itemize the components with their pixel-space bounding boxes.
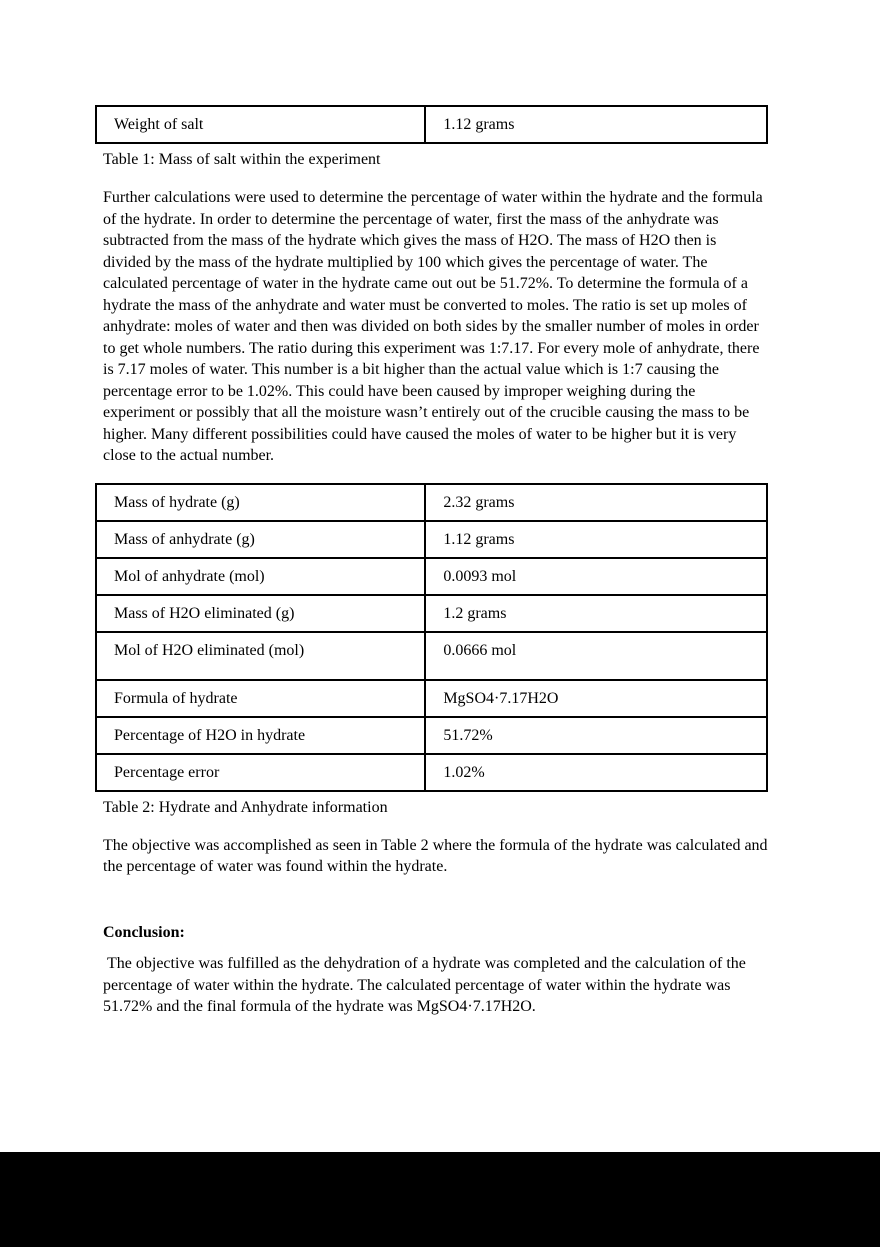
conclusion-heading: Conclusion: [103, 923, 185, 941]
table2-cell-value: 1.2 grams [425, 595, 767, 632]
table1-cell-label: Weight of salt [96, 106, 425, 143]
table2-cell-value: 0.0093 mol [425, 558, 767, 595]
paragraph-conclusion: The objective was fulfilled as the dehydration of a hydrate was completed and the calculation of the percentage of water within the hydrate. The calculated percentage of water within the hydrate was 51.72% and the final formula of the hydrate was MgSO4·7.17H2O. [103, 955, 750, 1015]
table2-cell-value: 2.32 grams [425, 484, 767, 521]
table2-cell-label: Percentage of H2O in hydrate [96, 717, 425, 754]
table2-cell-value: MgSO4·7.17H2O [425, 680, 767, 717]
table2-cell-label: Mass of hydrate (g) [96, 484, 425, 521]
table2-cell-label: Mass of H2O eliminated (g) [96, 595, 425, 632]
table-row [96, 754, 767, 791]
table2-cell-label: Formula of hydrate [96, 680, 425, 717]
table2-cell-label: Percentage error [96, 754, 425, 791]
table-row [96, 521, 767, 558]
table1-cell-value: 1.12 grams [425, 106, 767, 143]
table2-cell-label: Mol of anhydrate (mol) [96, 558, 425, 595]
page-background-band [0, 1152, 880, 1247]
table2-cell-value: 1.02% [425, 754, 767, 791]
table2-cell-value: 51.72% [425, 717, 767, 754]
table2-cell-value: 1.12 grams [425, 521, 767, 558]
table-row [96, 558, 767, 595]
table-row [96, 717, 767, 754]
table-row [96, 484, 767, 521]
table1-caption: Table 1: Mass of salt within the experiment [103, 151, 381, 168]
table-row [96, 595, 767, 632]
paragraph-calculations: Further calculations were used to determine the percentage of water within the hydrate and the formula of the hydrate. In order to determine the percentage of water, first the mass of the anhydrate was subtracted from the mass of the hydrate which gives the mass of H2O. The mass of H2O then is divided by the mass of the hydrate multiplied by 100 which gives the percentage of water. The calculated percentage of water in the hydrate came out out be 51.72%. To determine the formula of a hydrate the mass of the anhydrate and water must be converted to moles. The ratio is set up moles of anhydrate: moles of water and then was divided on both sides by the smaller number of moles in order to get whole numbers. The ratio during this experiment was 1:7.17. For every mole of anhydrate, there is 7.17 moles of water. This number is a bit higher than the actual value which is 1:7 causing the percentage error to be 1.02%. This could have been caused by improper weighing during the experiment or possibly that all the moisture wasn’t entirely out of the crucible causing the mass to be higher. Many different possibilities could have caused the moles of water to be higher but it is very close to the actual number. [103, 189, 763, 464]
table2-cell-value: 0.0666 mol [425, 632, 767, 680]
table-1 [95, 105, 768, 144]
paragraph-objective: The objective was accomplished as seen in Table 2 where the formula of the hydrate was calculated and the percentage of water was found within the hydrate. [103, 836, 768, 875]
table2-caption: Table 2: Hydrate and Anhydrate information [103, 798, 388, 816]
table-row [96, 632, 767, 680]
table-row [96, 106, 767, 143]
table2-cell-label: Mol of H2O eliminated (mol) [96, 632, 425, 680]
table-2 [95, 483, 768, 792]
table-row [96, 680, 767, 717]
table2-cell-label: Mass of anhydrate (g) [96, 521, 425, 558]
